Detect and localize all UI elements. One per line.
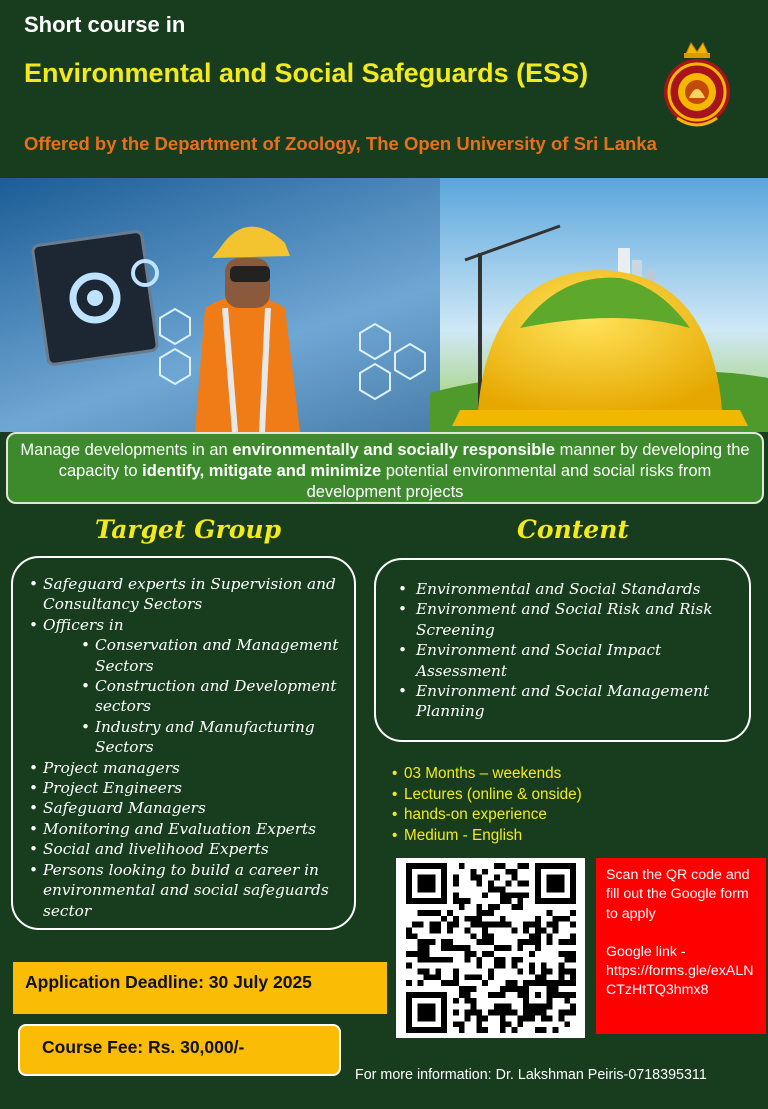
detail-item: • Medium - English <box>392 826 582 847</box>
list-item: • Environment and Social Impact Assessment <box>398 640 750 681</box>
apply-instruction: Scan the QR code and fill out the Google form to apply <box>606 867 750 922</box>
intro-text: potential environmental and social risks from development projects <box>306 462 712 501</box>
list-item: • Safeguard Managers <box>29 798 354 818</box>
list-item: • Project Engineers <box>29 778 354 798</box>
intro-text: Manage developments in an <box>20 441 233 459</box>
application-deadline: Application Deadline: 30 July 2025 <box>13 962 387 1014</box>
university-logo-icon <box>662 40 732 132</box>
list-item: • Industry and Manufacturing Sectors <box>81 717 354 758</box>
detail-item: • Lectures (online & onside) <box>392 785 582 806</box>
contact-info: For more information: Dr. Lakshman Peiris-0718395311 <box>355 1067 707 1083</box>
qr-code[interactable] <box>396 858 585 1038</box>
list-item: • Officers in <box>29 615 354 635</box>
banner-image <box>0 178 768 432</box>
pre-title: Short course in <box>24 12 186 37</box>
course-details <box>392 764 582 846</box>
content-heading: Content <box>517 515 629 544</box>
list-item: • Environment and Social Management Planning <box>398 681 750 722</box>
target-group-heading: Target Group <box>95 515 282 544</box>
list-item: • Environment and Social Risk and Risk Screening <box>398 599 750 640</box>
intro-highlight: identify, mitigate and minimize <box>142 462 382 480</box>
detail-item: • hands-on experience <box>392 805 582 826</box>
list-item: • Conservation and Management Sectors <box>81 635 354 676</box>
qr-code-icon <box>406 863 576 1033</box>
detail-item: • 03 Months – weekends <box>392 764 582 785</box>
intro-text: manner by developing the capacity to <box>58 441 750 480</box>
list-item: • Persons looking to build a career in environmental and social safeguards sector <box>29 860 354 921</box>
content-list <box>398 579 750 722</box>
intro-highlight: environmentally and socially responsible <box>232 441 556 459</box>
list-item: • Safeguard experts in Supervision and Consultancy Sectors <box>29 574 354 615</box>
apply-info-box <box>596 858 766 1034</box>
list-item: • Social and livelihood Experts <box>29 839 354 859</box>
list-item: • Project managers <box>29 758 354 778</box>
google-link-label: Google link - <box>606 943 686 960</box>
list-item: • Monitoring and Evaluation Experts <box>29 819 354 839</box>
list-item: • Construction and Development sectors <box>81 676 354 717</box>
offered-by: Offered by the Department of Zoology, The Open University of Sri Lanka <box>24 133 657 154</box>
target-group-list <box>29 574 354 921</box>
course-title: Environmental and Social Safeguards (ESS) <box>24 58 589 88</box>
intro-statement <box>6 432 764 504</box>
list-item: • Environmental and Social Standards <box>398 579 750 599</box>
google-link[interactable]: https://forms.gle/exALNCTzHtTQ3hmx8 <box>606 963 754 999</box>
course-fee: Course Fee: Rs. 30,000/- <box>18 1024 341 1076</box>
